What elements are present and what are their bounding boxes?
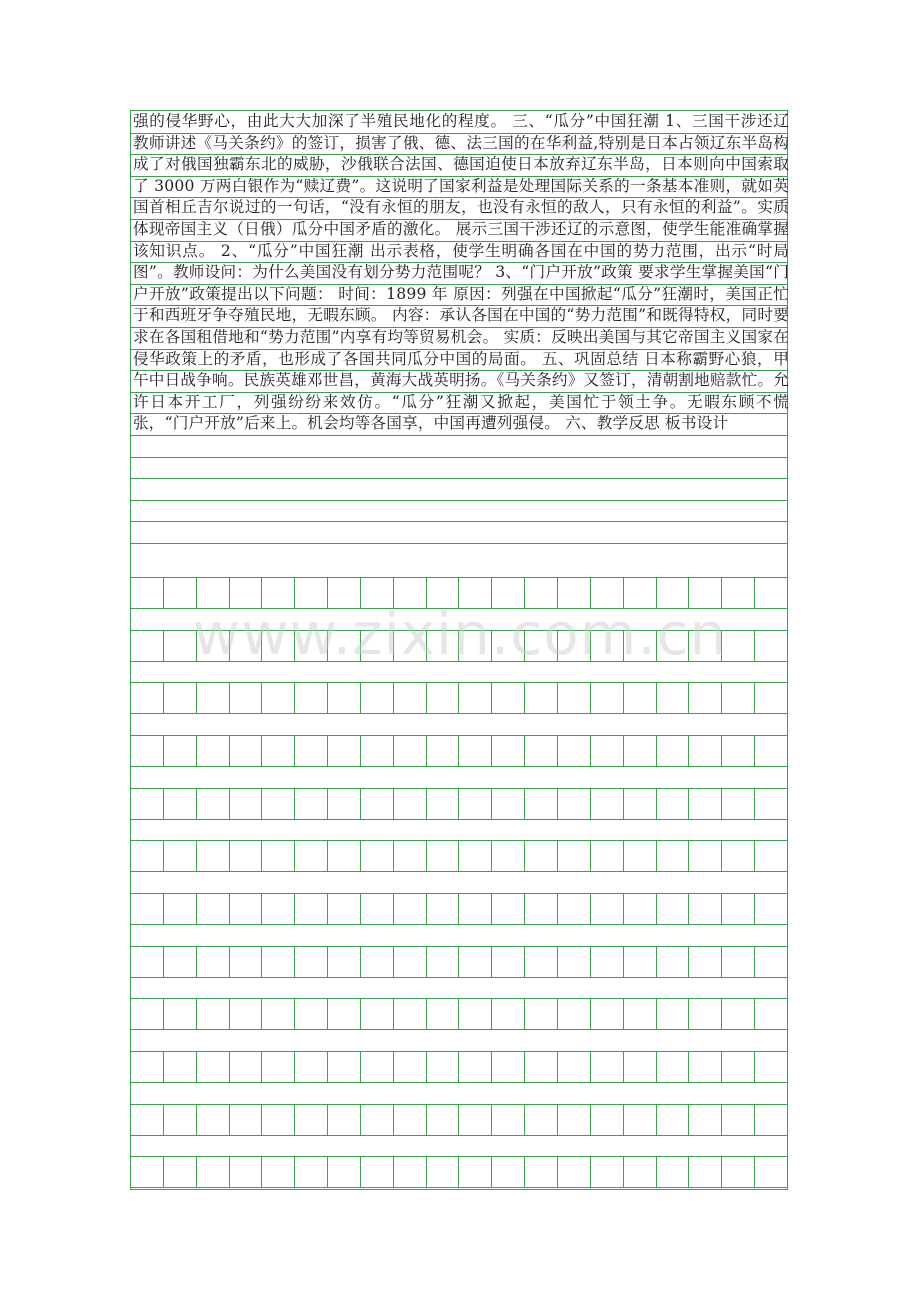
- grid-cell: [197, 841, 230, 871]
- grid-cell: [657, 1052, 690, 1082]
- grid-cell: [624, 999, 657, 1029]
- grid-cell: [755, 947, 787, 977]
- text-rule-line: [131, 478, 787, 479]
- grid-cell: [394, 789, 427, 819]
- text-rule-line: [131, 435, 787, 436]
- grid-cell: [394, 1105, 427, 1135]
- grid-cell: [295, 683, 328, 713]
- grid-cell: [558, 683, 591, 713]
- text-rule-line: [131, 457, 787, 458]
- grid-cell: [262, 683, 295, 713]
- grid-cell: [689, 1105, 722, 1135]
- grid-cell: [164, 999, 197, 1029]
- grid-cell: [755, 1052, 787, 1082]
- grid-cell: [525, 1157, 558, 1187]
- watermark: www.zixin.com.cn: [192, 600, 728, 668]
- grid-cell: [394, 736, 427, 766]
- grid-cell: [722, 683, 755, 713]
- grid-cell: [197, 947, 230, 977]
- grid-cell: [230, 789, 263, 819]
- grid-cell: [558, 1052, 591, 1082]
- grid-cell: [427, 999, 460, 1029]
- grid-cell: [525, 736, 558, 766]
- grid-cell: [722, 1105, 755, 1135]
- grid-cell: [230, 841, 263, 871]
- grid-cell: [591, 999, 624, 1029]
- grid-cell: [459, 789, 492, 819]
- grid-cell: [328, 683, 361, 713]
- grid-cell: [689, 1157, 722, 1187]
- grid-row: [131, 998, 787, 1030]
- grid-cell: [295, 1157, 328, 1187]
- grid-cell: [427, 789, 460, 819]
- grid-cell: [492, 1105, 525, 1135]
- grid-cell: [657, 947, 690, 977]
- grid-row: [131, 840, 787, 872]
- grid-cell: [197, 736, 230, 766]
- grid-row: [131, 1104, 787, 1136]
- grid-cell: [525, 1052, 558, 1082]
- grid-cell: [164, 1052, 197, 1082]
- grid-cell: [492, 683, 525, 713]
- grid-cell: [361, 789, 394, 819]
- grid-cell: [295, 894, 328, 924]
- grid-cell: [230, 1105, 263, 1135]
- grid-row: [131, 682, 787, 714]
- grid-cell: [492, 894, 525, 924]
- grid-cell: [525, 789, 558, 819]
- grid-cell: [624, 1052, 657, 1082]
- grid-cell: [164, 736, 197, 766]
- grid-cell: [624, 683, 657, 713]
- grid-cell: [689, 1052, 722, 1082]
- grid-cell: [427, 1052, 460, 1082]
- grid-cell: [164, 789, 197, 819]
- grid-cell: [295, 1052, 328, 1082]
- grid-cell: [591, 841, 624, 871]
- grid-cell: [262, 736, 295, 766]
- grid-cell: [722, 789, 755, 819]
- text-rule-line: [131, 500, 787, 501]
- grid-cell: [657, 1157, 690, 1187]
- grid-cell: [131, 947, 164, 977]
- grid-cell: [624, 1105, 657, 1135]
- grid-cell: [262, 894, 295, 924]
- grid-cell: [295, 841, 328, 871]
- grid-cell: [328, 1052, 361, 1082]
- grid-cell: [624, 1157, 657, 1187]
- grid-cell: [230, 894, 263, 924]
- grid-cell: [525, 1105, 558, 1135]
- grid-cell: [558, 999, 591, 1029]
- grid-cell: [328, 999, 361, 1029]
- grid-cell: [459, 894, 492, 924]
- grid-cell: [624, 736, 657, 766]
- grid-cell: [558, 947, 591, 977]
- grid-cell: [492, 947, 525, 977]
- grid-cell: [492, 1052, 525, 1082]
- grid-cell: [657, 789, 690, 819]
- grid-cell: [197, 1157, 230, 1187]
- grid-cell: [230, 947, 263, 977]
- grid-cell: [427, 1105, 460, 1135]
- grid-cell: [131, 789, 164, 819]
- grid-cell: [722, 947, 755, 977]
- grid-cell: [328, 1105, 361, 1135]
- grid-cell: [624, 841, 657, 871]
- grid-cell: [689, 683, 722, 713]
- grid-cell: [230, 1052, 263, 1082]
- grid-cell: [427, 683, 460, 713]
- grid-cell: [197, 999, 230, 1029]
- grid-cell: [591, 1052, 624, 1082]
- grid-cell: [262, 1052, 295, 1082]
- grid-cell: [230, 736, 263, 766]
- grid-cell: [657, 683, 690, 713]
- grid-cell: [525, 841, 558, 871]
- grid-cell: [689, 736, 722, 766]
- grid-cell: [197, 683, 230, 713]
- grid-cell: [755, 894, 787, 924]
- grid-cell: [328, 894, 361, 924]
- grid-cell: [427, 841, 460, 871]
- grid-cell: [164, 1105, 197, 1135]
- grid-cell: [164, 894, 197, 924]
- grid-cell: [262, 947, 295, 977]
- grid-cell: [394, 999, 427, 1029]
- grid-cell: [558, 736, 591, 766]
- grid-cell: [755, 841, 787, 871]
- grid-cell: [459, 1157, 492, 1187]
- grid-cell: [657, 841, 690, 871]
- grid-cell: [591, 947, 624, 977]
- grid-cell: [525, 683, 558, 713]
- grid-cell: [689, 947, 722, 977]
- grid-row: [131, 1051, 787, 1083]
- grid-cell: [591, 789, 624, 819]
- grid-cell: [755, 999, 787, 1029]
- grid-cell: [361, 736, 394, 766]
- grid-cell: [394, 947, 427, 977]
- grid-cell: [591, 1105, 624, 1135]
- grid-cell: [131, 736, 164, 766]
- grid-cell: [624, 894, 657, 924]
- grid-cell: [657, 736, 690, 766]
- grid-cell: [755, 789, 787, 819]
- text-rule-line: [131, 521, 787, 522]
- grid-cell: [394, 1157, 427, 1187]
- grid-cell: [394, 1052, 427, 1082]
- grid-cell: [394, 841, 427, 871]
- grid-row: [131, 735, 787, 767]
- grid-cell: [262, 1157, 295, 1187]
- grid-cell: [492, 1157, 525, 1187]
- grid-cell: [657, 1105, 690, 1135]
- grid-cell: [591, 1157, 624, 1187]
- grid-cell: [328, 947, 361, 977]
- grid-cell: [459, 683, 492, 713]
- grid-cell: [755, 1105, 787, 1135]
- grid-cell: [295, 999, 328, 1029]
- grid-cell: [197, 1052, 230, 1082]
- grid-row: [131, 1156, 787, 1188]
- grid-cell: [427, 947, 460, 977]
- grid-row: [131, 788, 787, 820]
- grid-cell: [295, 1105, 328, 1135]
- body-paragraph: 强的侵华野心，由此大大加深了半殖民地化的程度。 三、“瓜分”中国狂潮 1、三国干涉还辽 教师讲述《马关条约》的签订，损害了俄、德、法三国的在华利益,特别是日本占领辽东半岛构成了对俄国独霸东北的威胁，沙俄联合法国、德国迫使日本放弃辽东半岛，日本则向中国索取了 3000 万两白银作为“赎辽费”。这说明了国家利益是处理国际关系的一条基本准则，就如英国首相丘吉尔说过的一句话，“没有永恒的朋友，也没有永恒的敌人，只有永恒的利益”。实质体现帝国主义（日俄）瓜分中国矛盾的激化。 展示三国干涉还辽的示意图，使学生能准确掌握该知识点。 2、“瓜分”中国狂潮 出示表格，使学生明确各国在中国的势力范围，出示“时局图”。教师设问：为什么美国没有划分势力范围呢？ 3、“门户开放”政策 要求学生掌握美国“门户开放”政策提出以下问题： 时间：1899 年 原因：列强在中国掀起“瓜分”狂潮时，美国正忙于和西班牙争夺殖民地，无暇东顾。 内容：承认各国在中国的“势力范围”和既得特权，同时要求在各国租借地和“势力范围”内享有均等贸易机会。 实质：反映出美国与其它帝国主义国家在侵华政策上的矛盾，也形成了各国共同瓜分中国的局面。 五、巩固总结 日本称霸野心狼，甲午中日战争响。民族英雄邓世昌，黄海大战英明扬。《马关条约》又签订，清朝割地赔款忙。允许日本开工厂，列强纷纷来效仿。“瓜分”狂潮又掀起，美国忙于领土争。无暇东顾不慌张，“门户开放”后来上。机会均等各国享，中国再遭列强侵。 六、教学反思 板书设计: [133, 112, 789, 433]
- grid-cell: [722, 841, 755, 871]
- grid-cell: [164, 947, 197, 977]
- grid-cell: [131, 683, 164, 713]
- grid-cell: [328, 1157, 361, 1187]
- grid-cell: [131, 1052, 164, 1082]
- grid-cell: [164, 683, 197, 713]
- grid-cell: [230, 1157, 263, 1187]
- grid-cell: [657, 894, 690, 924]
- grid-cell: [164, 1157, 197, 1187]
- grid-cell: [689, 999, 722, 1029]
- grid-cell: [722, 736, 755, 766]
- grid-cell: [361, 947, 394, 977]
- grid-cell: [591, 736, 624, 766]
- grid-cell: [394, 894, 427, 924]
- grid-cell: [230, 999, 263, 1029]
- grid-cell: [755, 736, 787, 766]
- grid-cell: [230, 683, 263, 713]
- grid-cell: [131, 841, 164, 871]
- grid-cell: [755, 683, 787, 713]
- grid-cell: [657, 999, 690, 1029]
- grid-cell: [197, 894, 230, 924]
- grid-cell: [295, 736, 328, 766]
- grid-cell: [131, 1105, 164, 1135]
- grid-cell: [558, 894, 591, 924]
- grid-cell: [361, 999, 394, 1029]
- grid-cell: [295, 947, 328, 977]
- grid-cell: [722, 894, 755, 924]
- grid-cell: [722, 1052, 755, 1082]
- grid-cell: [689, 841, 722, 871]
- grid-cell: [492, 736, 525, 766]
- grid-cell: [624, 789, 657, 819]
- grid-cell: [492, 999, 525, 1029]
- grid-cell: [427, 1157, 460, 1187]
- grid-cell: [361, 1157, 394, 1187]
- grid-cell: [591, 683, 624, 713]
- grid-cell: [361, 683, 394, 713]
- grid-cell: [361, 1052, 394, 1082]
- grid-cell: [722, 999, 755, 1029]
- grid-row: [131, 893, 787, 925]
- grid-cell: [591, 894, 624, 924]
- text-rule-line: [131, 543, 787, 544]
- grid-cell: [131, 894, 164, 924]
- grid-cell: [459, 999, 492, 1029]
- grid-cell: [492, 789, 525, 819]
- grid-cell: [427, 736, 460, 766]
- grid-cell: [361, 841, 394, 871]
- grid-row: [131, 946, 787, 978]
- grid-cell: [459, 1052, 492, 1082]
- grid-cell: [197, 789, 230, 819]
- grid-cell: [459, 841, 492, 871]
- grid-cell: [131, 999, 164, 1029]
- grid-cell: [262, 999, 295, 1029]
- grid-cell: [459, 947, 492, 977]
- grid-cell: [525, 999, 558, 1029]
- grid-cell: [295, 789, 328, 819]
- grid-cell: [558, 1157, 591, 1187]
- grid-cell: [525, 947, 558, 977]
- grid-cell: [492, 841, 525, 871]
- grid-cell: [164, 841, 197, 871]
- grid-cell: [459, 736, 492, 766]
- grid-cell: [722, 1157, 755, 1187]
- grid-cell: [755, 1157, 787, 1187]
- grid-cell: [394, 683, 427, 713]
- grid-cell: [361, 1105, 394, 1135]
- grid-cell: [624, 947, 657, 977]
- grid-cell: [262, 841, 295, 871]
- grid-cell: [689, 894, 722, 924]
- grid-cell: [262, 1105, 295, 1135]
- grid-cell: [131, 1157, 164, 1187]
- grid-cell: [558, 789, 591, 819]
- grid-cell: [328, 841, 361, 871]
- grid-cell: [558, 841, 591, 871]
- grid-cell: [328, 789, 361, 819]
- grid-cell: [328, 736, 361, 766]
- grid-cell: [558, 1105, 591, 1135]
- grid-cell: [689, 789, 722, 819]
- grid-cell: [427, 894, 460, 924]
- grid-cell: [262, 789, 295, 819]
- grid-cell: [197, 1105, 230, 1135]
- grid-cell: [525, 894, 558, 924]
- grid-cell: [361, 894, 394, 924]
- grid-cell: [459, 1105, 492, 1135]
